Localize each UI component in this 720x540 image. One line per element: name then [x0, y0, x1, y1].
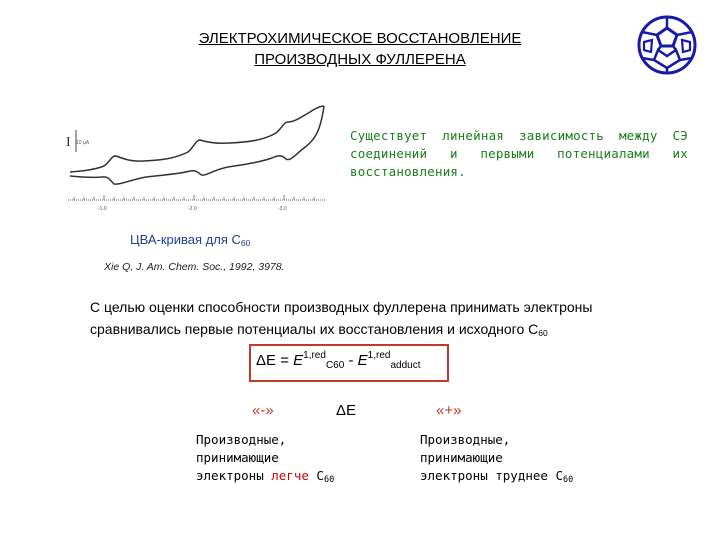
- page-title: [120, 28, 600, 70]
- minus-label: «-»: [252, 402, 274, 419]
- left-line-3-suffix: С: [308, 468, 324, 483]
- left-line-1: Производные,: [196, 432, 287, 447]
- right-line-3-sub: 60: [563, 475, 574, 485]
- formula-e2-sub: adduct: [390, 360, 421, 371]
- cv-x-ticks: [74, 195, 314, 200]
- cv-caption-text: ЦВА-кривая для С: [130, 232, 241, 247]
- paragraph-line-2-text: сравнивались первые потенциалы их восстановления и исходного С: [90, 321, 539, 337]
- easier-acceptors-description: [196, 431, 376, 489]
- cv-caption-sub: 60: [240, 238, 251, 248]
- left-line-3-sub: 60: [323, 475, 335, 485]
- cv-plot: [64, 100, 334, 218]
- fullerene-c60-icon: [636, 14, 698, 76]
- right-line-3: [420, 467, 620, 489]
- cv-tick-label-1: -1.0: [98, 206, 107, 212]
- cv-ylabel-unit: 10 μA: [76, 140, 90, 146]
- paragraph-line-2: [90, 318, 650, 344]
- delta-e-formula: [256, 350, 420, 371]
- right-line-3-prefix: электроны труднее С: [420, 468, 563, 483]
- linear-dependence-statement: Существует линейная зависимость между СЭ соединений и первыми потенциалами их восстановления.: [350, 128, 688, 179]
- cv-tick-label-2: -2.0: [188, 206, 197, 212]
- formula-e1-sub: C60: [325, 360, 345, 371]
- formula-e2-sup: 1,red: [367, 350, 391, 361]
- paragraph-line-2-sub: 60: [538, 328, 548, 338]
- title-line-1: ЭЛЕКТРОХИМИЧЕСКОЕ ВОССТАНОВЛЕНИЕ: [198, 30, 522, 47]
- plus-label: «+»: [436, 402, 462, 419]
- title-line-2: ПРОИЗВОДНЫХ ФУЛЛЕРЕНА: [254, 51, 466, 68]
- left-line-3-highlight: легче: [271, 468, 309, 483]
- formula-e2: E: [357, 352, 368, 369]
- right-line-2: принимающие: [420, 450, 503, 465]
- left-line-2: принимающие: [196, 450, 279, 465]
- formula-minus: -: [344, 352, 358, 369]
- left-line-3-prefix: электроны: [196, 468, 272, 483]
- cv-ylabel: I: [66, 135, 71, 150]
- cv-tick-label-3: -3.0: [278, 206, 287, 212]
- formula-e1-sup: 1,red: [303, 350, 326, 361]
- cv-curve-lower: [70, 106, 324, 184]
- paragraph-line-1: С целью оценки способности производных фуллерена принимать электроны: [90, 299, 593, 315]
- comparison-paragraph: [90, 296, 650, 344]
- delta-e-label: ΔE: [336, 402, 357, 419]
- left-line-3: [196, 467, 376, 489]
- formula-lhs: ΔE =: [256, 352, 294, 369]
- literature-reference: Xie Q, J. Am. Chem. Soc., 1992, 3978.: [104, 261, 285, 273]
- cv-curve-upper: [70, 106, 324, 172]
- right-line-1: Производные,: [420, 432, 511, 447]
- harder-acceptors-description: [420, 431, 620, 489]
- cv-caption: [130, 232, 250, 248]
- formula-e1: E: [293, 352, 304, 369]
